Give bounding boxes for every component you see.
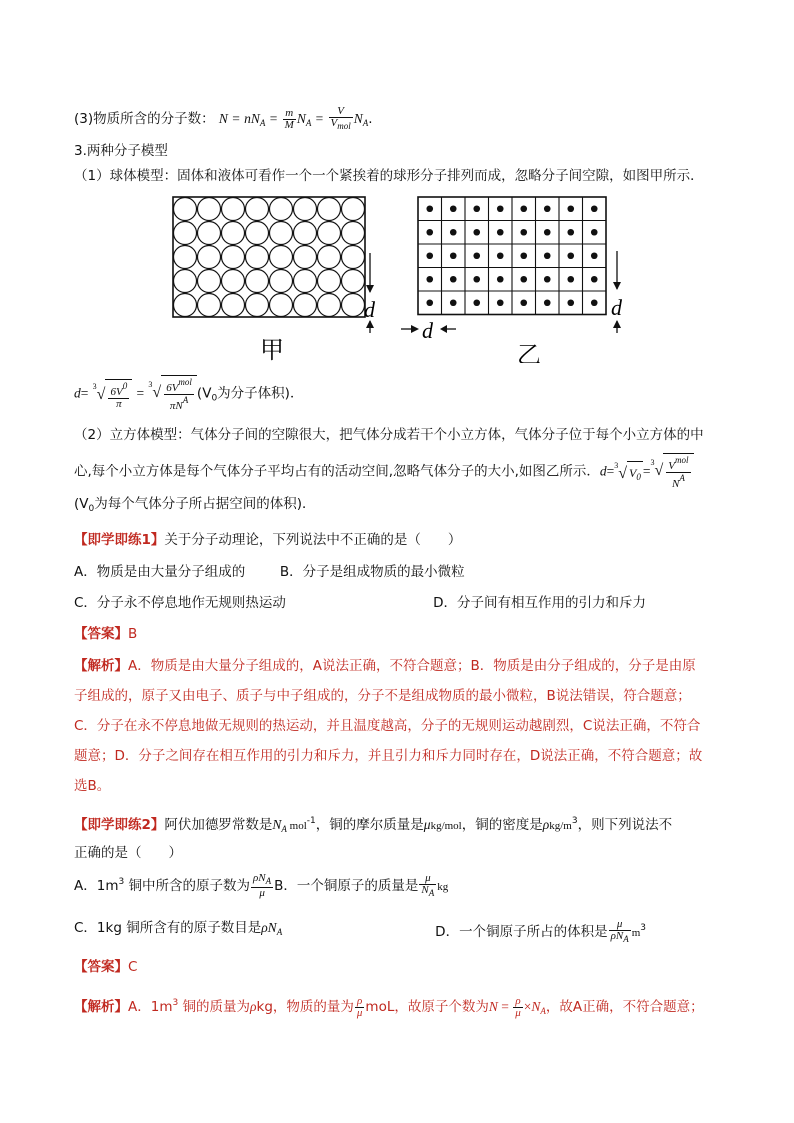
q2-analysis-c: kg，物质的量为: [256, 999, 354, 1015]
sphere-molecule: [294, 222, 317, 245]
sphere-molecule: [246, 294, 269, 317]
cube-root-2: $^3$√ $\frac{6V^{mol}}{\pi N^A}$: [148, 375, 197, 412]
cube-molecule-dot: [497, 252, 504, 259]
q2-option-d-pre: D．一个铜原子所占的体积是: [435, 924, 608, 940]
cube-molecule-dot: [473, 299, 480, 306]
q2-analysis-b: 铜的质量为: [178, 999, 251, 1015]
cube-molecule-dot: [544, 205, 551, 212]
cube-v-sub: 0: [636, 472, 641, 483]
q2-mol-sup: -1: [306, 816, 316, 826]
q2-stem-2: 正确的是（ ）: [74, 845, 182, 861]
q2-b-num: μ: [419, 873, 436, 885]
q1-analysis-5: 选B。: [74, 778, 111, 794]
sphere-molecule: [294, 246, 317, 269]
root4-num: [666, 455, 690, 473]
q1-option-a: A．物质是由大量分子组成的: [74, 564, 246, 580]
formula-na: N: [250, 111, 260, 126]
cube-molecule-dot: [426, 299, 433, 306]
cube-molecule-dot: [473, 229, 480, 236]
q2-analysis-rho: ρ: [250, 999, 257, 1014]
fraction-m-over-M: [283, 108, 296, 131]
section-title: 3.两种分子模型: [74, 143, 168, 159]
sphere-molecule: [246, 198, 269, 221]
frac-den-sub: mol: [337, 121, 351, 131]
q2-analysis-N: N: [488, 999, 498, 1014]
figure-label-yi: 乙: [517, 343, 541, 363]
sphere-molecule: [174, 270, 197, 293]
fraction-v-over-vmol: [329, 106, 353, 132]
cube-molecule-dot: [544, 299, 551, 306]
q2-options-cd: [74, 918, 720, 948]
root2-num: [164, 377, 194, 395]
q2-mol: mol: [286, 820, 307, 832]
sphere-molecule: [342, 270, 365, 293]
q2-a-den: μ: [259, 887, 265, 899]
q2-answer-value: C: [128, 959, 138, 975]
q2-analysis-a: A．1m: [128, 999, 173, 1015]
right-d-marker: [611, 251, 623, 333]
q2-option-c-val: ρN: [261, 920, 277, 935]
root4-den-v: N: [671, 478, 680, 490]
q2-a-num: [251, 873, 273, 888]
bottom-d-marker: [401, 318, 456, 343]
q1-analysis-4: 题意；D．分子之间存在相互作用的引力和斥力，并且引力和斥力同时存在，D说法正确，不符合题意；故: [74, 748, 703, 764]
q2-b-den: [419, 885, 436, 899]
cube-molecule-dot: [497, 229, 504, 236]
q1-answer: [74, 624, 137, 644]
cube-molecule-dot: [473, 252, 480, 259]
sphere-molecule: [318, 246, 341, 269]
cube-molecule-dot: [591, 252, 598, 259]
sphere-molecule: [246, 222, 269, 245]
cube-line3-sub: 0: [88, 504, 95, 514]
q1-options-ab: [74, 562, 465, 582]
cube-line3-rest: 为每个气体分子所占据空间的体积)．: [94, 496, 316, 512]
root2-den-v: πN: [169, 400, 183, 412]
q2-analysis-frac2-den: μ: [515, 1006, 521, 1019]
formula-na-3: N: [353, 111, 363, 126]
q2-stem-1d: ，则下列说法不: [577, 817, 673, 833]
formula-eq-3: =: [315, 111, 324, 126]
sphere-molecule: [198, 198, 221, 221]
root4-num-v: V: [668, 460, 676, 472]
q2-unit1: kg/mol: [430, 820, 462, 832]
cube-molecule-dot: [544, 252, 551, 259]
sphere-formula-line: [74, 375, 304, 412]
q2-analysis-eq: =: [497, 999, 513, 1014]
q2-d-den: [609, 931, 631, 945]
q2-tag: 【即学即练2】: [74, 817, 165, 833]
q1-stem-text: 关于分子动理论，下列说法中不正确的是（ ）: [164, 532, 462, 548]
frac-den-2: [329, 118, 353, 132]
root4-den: [666, 473, 690, 490]
cube-molecule-dot: [473, 276, 480, 283]
cube-molecule-dot: [520, 252, 527, 259]
sphere-molecule: [318, 294, 341, 317]
q2-option-d-unit: m: [631, 927, 641, 939]
cube-molecule-dot: [426, 276, 433, 283]
q2-analysis-tag: 【解析】: [74, 999, 128, 1015]
q2-a-num-sub: A: [265, 876, 272, 886]
formula-n-small: n: [244, 111, 251, 126]
q1-tag: 【即学即练1】: [74, 532, 165, 548]
cube-line3-pre: (V: [74, 496, 89, 512]
d-label-bottom: d: [422, 318, 433, 343]
q2-analysis: [74, 993, 704, 1023]
root2-num-sub: mol: [178, 377, 192, 387]
cube-molecule-dot: [544, 229, 551, 236]
molecule-count-line: [74, 106, 373, 133]
q2-rho: ρ: [542, 817, 550, 832]
cube-molecule-dot: [450, 252, 457, 259]
cube-root-3: $^3$√ $V_0$: [614, 456, 643, 487]
q1-analysis-3: C．分子在永不停息地做无规则的热运动，并且温度越高，分子的无规则运动越剧烈，C说法正确，不符合: [74, 718, 701, 734]
root4-den-sub: A: [679, 473, 685, 483]
sphere-molecule: [222, 198, 245, 221]
cube-molecule-dot: [520, 229, 527, 236]
sphere-d: d: [74, 385, 81, 401]
cube-molecule-dot: [544, 276, 551, 283]
sphere-molecule: [174, 294, 197, 317]
cube-molecule-dot: [520, 276, 527, 283]
sphere-molecule: [198, 222, 221, 245]
sphere-note-rest: 为分子体积)．: [217, 385, 304, 402]
q2-answer-tag: 【答案】: [74, 959, 128, 975]
q2-analysis-d: moL，故原子个数为: [365, 999, 489, 1015]
sphere-molecule: [222, 294, 245, 317]
q1-analysis-2: 子组成的，原子又由电子、质子与中子组成的，分子不是组成物质的最小微粒，B说法错误，符合题意；: [74, 688, 691, 704]
formula-eq: =: [232, 111, 240, 126]
cube-molecule-dot: [450, 276, 457, 283]
cube-model-line2-text: 心,每个小立方体是每个气体分子平均占有的活动空间,忽略气体分子的大小,如图乙所示．: [74, 463, 600, 480]
q1-stem: [74, 530, 461, 550]
q1-analysis-1: [74, 656, 696, 676]
q2-option-b-unit: kg: [437, 881, 449, 893]
sphere-molecule: [222, 222, 245, 245]
q2-unit2: kg/m: [549, 820, 572, 832]
sphere-molecule: [294, 270, 317, 293]
q2-d-num: μ: [609, 919, 631, 931]
sphere-molecule: [222, 270, 245, 293]
sphere-molecule: [318, 222, 341, 245]
cube-molecule-dot: [426, 229, 433, 236]
cube-root-1: $^3$√ $\frac{6V^0}{\pi}$: [93, 377, 133, 411]
sphere-molecule: [174, 246, 197, 269]
cube-molecule-dot: [567, 205, 574, 212]
sphere-molecule: [342, 294, 365, 317]
q2-d-den-sub: A: [623, 934, 629, 944]
q2-b-den-sub: A: [428, 888, 435, 898]
sphere-model-text: （1）球体模型：固体和液体可看作一个一个紧挨着的球形分子排列而成，忽略分子间空隙，如图甲所示．: [74, 168, 704, 184]
cube-molecule-dot: [473, 205, 480, 212]
sphere-note-sub: 0: [211, 393, 218, 404]
sphere-molecule: [318, 198, 341, 221]
q2-na-sub: A: [281, 824, 287, 834]
q2-options-ab: [74, 872, 448, 902]
cube-eq: =: [606, 463, 615, 479]
q1-options-cd: [74, 593, 720, 613]
q1-answer-value: B: [128, 626, 138, 642]
root1-num: [108, 381, 129, 399]
cube-molecule-dot: [520, 205, 527, 212]
q2-option-a-mid: 铜中所含的原子数为: [124, 878, 251, 894]
q1-analysis-text-1: A．物质是由大量分子组成的，A说法正确，不符合题意；B．物质是由分子组成的，分子是由原: [128, 658, 696, 674]
sphere-molecule: [342, 198, 365, 221]
frac-den: M: [284, 118, 294, 131]
cube-molecule-dot: [426, 205, 433, 212]
cube-root-4: $^3$√ $\frac{V^{mol}}{N^A}$: [651, 453, 694, 490]
q2-na: N: [272, 817, 282, 832]
sphere-molecule: [174, 198, 197, 221]
q2-option-d: [435, 918, 646, 945]
q2-option-d-unit-sup: 3: [640, 923, 646, 933]
q1-option-b: B．分子是组成物质的最小微粒: [279, 564, 465, 580]
root2-den-sub: A: [182, 395, 189, 405]
cube-molecule-dot: [497, 276, 504, 283]
sphere-molecule: [318, 270, 341, 293]
formula-n: N: [218, 111, 228, 126]
cube-model-line1: （2）立方体模型：气体分子间的空隙很大，把气体分成若干个小立方体，气体分子位于每个小立方体的中: [74, 427, 704, 443]
q2-mu: μ: [423, 817, 431, 832]
q2-stem-1: [74, 811, 672, 839]
cube-molecule-dot: [450, 205, 457, 212]
cube-molecule-dot: [591, 276, 598, 283]
cube-molecule-dot: [497, 299, 504, 306]
sphere-molecule: [342, 222, 365, 245]
cube-molecule-dot: [450, 229, 457, 236]
cube-model-line3: [74, 494, 316, 519]
q2-analysis-frac: [355, 996, 365, 1019]
q2-analysis-na-sub: A: [540, 1006, 546, 1016]
figure-label-jia: 甲: [260, 338, 284, 363]
molecule-count-prefix: (3)物质所含的分子数：: [74, 111, 215, 127]
root4-num-sub: mol: [675, 455, 689, 465]
sphere-molecule: [198, 270, 221, 293]
q2-analysis-sup: 3: [172, 998, 179, 1008]
sphere-molecule: [198, 294, 221, 317]
q2-analysis-times: ×: [523, 999, 532, 1014]
d-label-left: d: [364, 297, 375, 322]
q1-answer-tag: 【答案】: [74, 626, 128, 642]
q2-option-b-frac: [419, 873, 436, 899]
q2-option-b-pre: B．一个铜原子的质量是: [274, 878, 419, 894]
q2-option-a-frac: [251, 873, 273, 899]
cube-molecule-dot: [450, 299, 457, 306]
q2-analysis-frac-2: [513, 996, 523, 1019]
cube-molecule-dot: [591, 205, 598, 212]
molecule-model-figure: [160, 193, 640, 363]
root1-num-sub: 0: [122, 381, 128, 392]
q2-unit2-sup: 3: [571, 816, 578, 826]
root2-num-v: 6V: [166, 382, 179, 394]
frac-num: m: [283, 108, 296, 120]
sphere-molecule: [270, 198, 293, 221]
q2-option-a-sup: 3: [118, 877, 125, 887]
formula-na-sub-2: A: [305, 118, 312, 128]
sphere-molecule: [294, 198, 317, 221]
cube-molecule-dot: [567, 299, 574, 306]
sphere-eq-2: =: [136, 385, 145, 401]
q2-option-a-pre: A．1m: [74, 878, 119, 894]
cube-molecule-dot: [591, 229, 598, 236]
formula-na-2: N: [296, 111, 306, 126]
root1-num-v: 6V: [110, 386, 123, 399]
cube-model-line2: [74, 453, 694, 490]
q2-analysis-na: N: [531, 999, 541, 1014]
q2-analysis-frac-den: μ: [356, 1006, 363, 1019]
formula-eq-2: =: [269, 111, 278, 126]
formula-na-sub-3: A: [362, 118, 369, 128]
root1-den: π: [116, 398, 122, 411]
sphere-grid: [173, 197, 365, 317]
cube-molecule-dot: [567, 252, 574, 259]
q2-d-den-v: ρN: [610, 930, 624, 942]
cube-molecule-dot: [591, 299, 598, 306]
q2-analysis-frac2-num: ρ: [513, 996, 523, 1008]
formula-end: .: [368, 111, 373, 127]
d-label-right: d: [611, 295, 622, 320]
q2-option-d-frac: [609, 919, 631, 945]
q1-option-c: C．分子永不停息地作无规则热运动: [74, 595, 286, 611]
sphere-molecule: [174, 222, 197, 245]
sphere-molecule: [270, 246, 293, 269]
cube-v: V: [629, 466, 637, 481]
cube-d: d: [599, 463, 607, 479]
sphere-molecule: [222, 246, 245, 269]
sphere-molecule: [270, 270, 293, 293]
cube-eq-2: =: [642, 463, 651, 479]
q2-stem-1b: ，铜的摩尔质量是: [315, 817, 424, 833]
q2-analysis-e: ，故A正确，不符合题意；: [545, 999, 704, 1015]
q2-stem-1c: ，铜的密度是: [461, 817, 543, 833]
formula-na-sub: A: [259, 118, 266, 128]
sphere-molecule: [246, 246, 269, 269]
q1-analysis-tag: 【解析】: [74, 658, 128, 674]
sphere-molecule: [342, 246, 365, 269]
sphere-note: (V: [196, 385, 212, 402]
cube-molecule-dot: [520, 299, 527, 306]
q2-analysis-frac-num: ρ: [355, 996, 365, 1008]
cube-grid: [418, 197, 606, 315]
sphere-molecule: [198, 246, 221, 269]
sphere-molecule: [246, 270, 269, 293]
root2-den: [164, 395, 194, 412]
q1-option-d: D．分子间有相互作用的引力和斥力: [433, 595, 646, 611]
cube-molecule-dot: [426, 252, 433, 259]
q2-a-num-v: ρN: [253, 872, 266, 884]
sphere-molecule: [294, 294, 317, 317]
sphere-eq: =: [80, 385, 89, 401]
q2-option-c-sub: A: [276, 927, 283, 937]
frac-num-2: V: [329, 106, 353, 118]
q2-option-c-pre: C．1kg 铜所含有的原子数目是: [74, 920, 262, 936]
cube-molecule-dot: [567, 276, 574, 283]
q2-b-den-v: N: [421, 884, 429, 896]
q2-answer: [74, 957, 137, 977]
frac-den-v: V: [330, 117, 338, 129]
cube-molecule-dot: [567, 229, 574, 236]
q2-stem-1a: 阿伏加德罗常数是: [164, 817, 273, 833]
sphere-molecule: [270, 222, 293, 245]
cube-molecule-dot: [497, 205, 504, 212]
sphere-molecule: [270, 294, 293, 317]
